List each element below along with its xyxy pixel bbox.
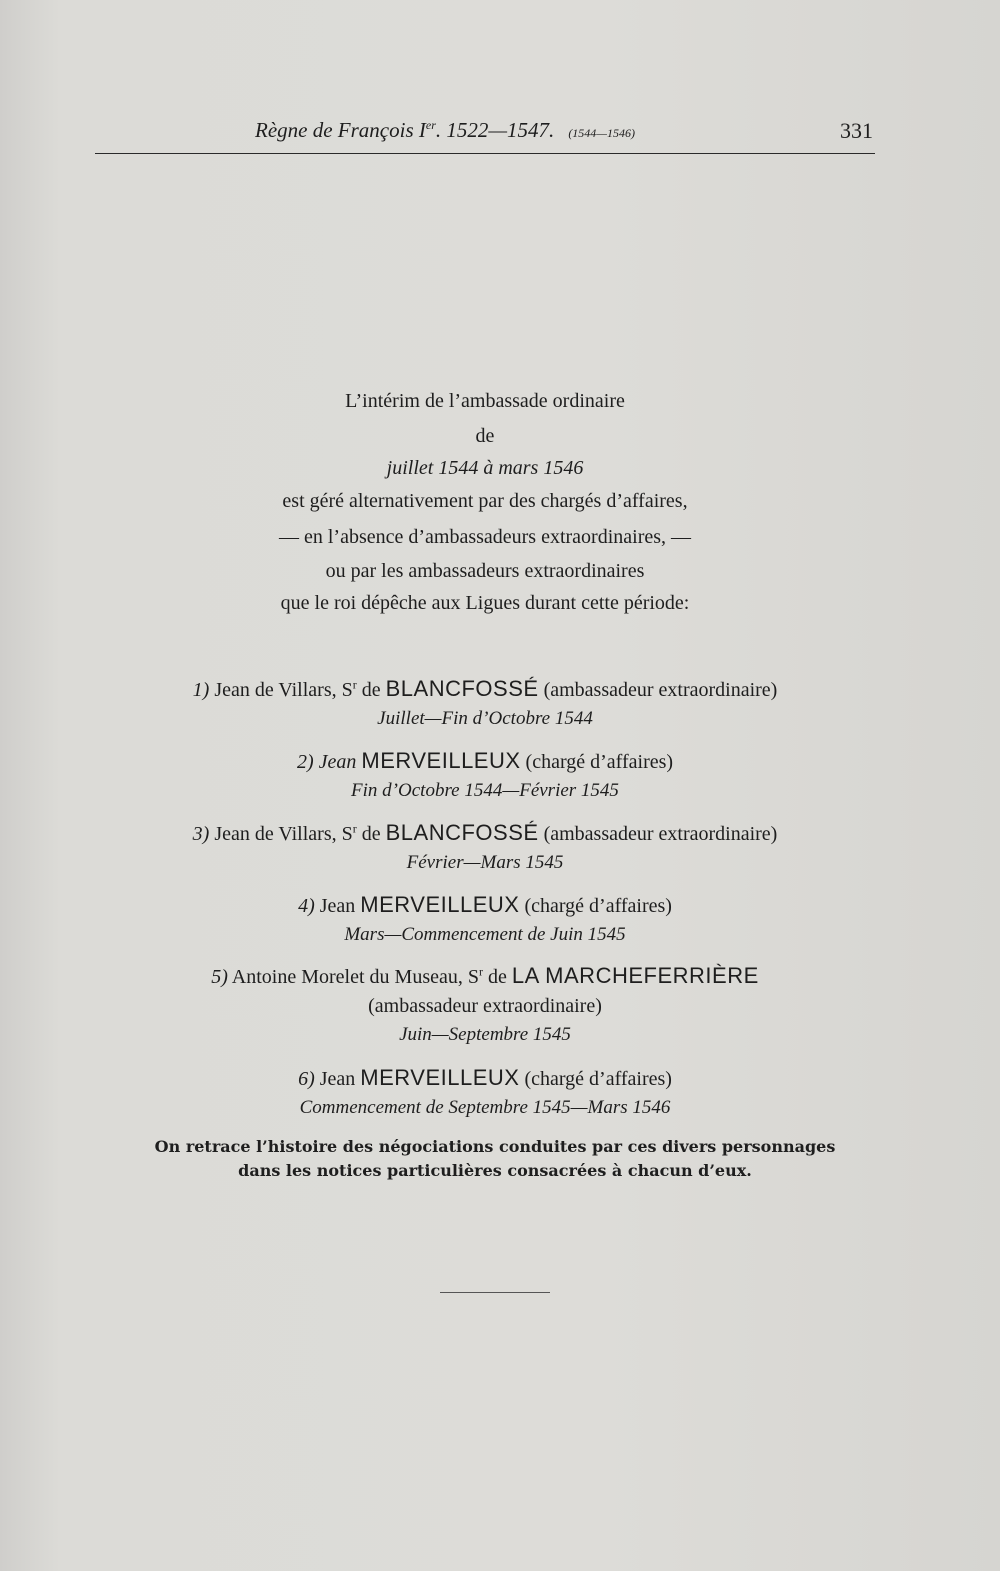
entry-name: LA MARCHEFERRIÈRE (511, 963, 759, 988)
intro-line-4: est géré alternativement par des chargés d’affaires, (282, 490, 688, 512)
entry-number: 2) (296, 751, 314, 773)
intro-line-2: de (475, 425, 495, 447)
entry-number: 5) (211, 966, 228, 988)
entry-role: (chargé d’affaires) (520, 751, 674, 773)
entry-mid: de (356, 679, 386, 701)
intro-line-6: ou par les ambassadeurs extraordinaires (325, 560, 645, 582)
entry-person: Antoine Morelet du Museau, S (231, 966, 479, 988)
intro-line-1: L’intérim de l’ambassade ordinaire (345, 390, 625, 412)
entry-role: (ambassadeur extraordinaire) (538, 679, 778, 701)
list-item (95, 1065, 875, 1119)
entry-person: Jean de Villars, S (214, 823, 353, 845)
entry-period: Commencement de Septembre 1545—Mars 1546 (299, 1097, 671, 1118)
entry-number: 4) (298, 895, 315, 917)
running-title-sup: er (425, 118, 436, 132)
entry-person: Jean (319, 895, 356, 917)
running-title (255, 118, 635, 143)
list-item (95, 963, 875, 1046)
entry-sup: r (478, 964, 483, 979)
entry-name: MERVEILLEUX (360, 892, 520, 917)
intro-line-5: — en l’absence d’ambassadeurs extraordinaires, — (278, 526, 692, 548)
entry-name: MERVEILLEUX (361, 748, 521, 773)
list-item (95, 676, 875, 730)
entry-period: Juin—Septembre 1545 (399, 1024, 571, 1045)
page-number: 331 (840, 118, 873, 143)
closing-note (95, 1135, 895, 1183)
running-title-years: . 1522—1547. (435, 118, 555, 142)
list-item (95, 748, 875, 802)
entry-period: Mars—Commencement de Juin 1545 (344, 924, 626, 945)
entry-name: MERVEILLEUX (360, 1065, 520, 1090)
entry-person: Jean (318, 751, 357, 773)
entry-sup: r (352, 821, 357, 836)
running-title-text: Règne de François I (255, 118, 426, 142)
list-item (95, 820, 875, 874)
entry-number: 3) (192, 823, 210, 845)
closing-note-line-1: On retrace l’histoire des négociations conduites par ces divers personnages (154, 1137, 836, 1156)
entry-role: (chargé d’affaires) (519, 895, 672, 917)
list-item (95, 892, 875, 946)
entry-number: 6) (298, 1068, 315, 1090)
entry-period: Février—Mars 1545 (406, 852, 564, 873)
entry-name: BLANCFOSSÉ (385, 676, 539, 701)
header-rule (95, 153, 875, 154)
entry-mid: de (482, 966, 512, 988)
page-header (95, 118, 875, 158)
intro-line-3: juillet 1544 à mars 1546 (386, 457, 584, 479)
entry-role: (ambassadeur extraordinaire) (368, 995, 602, 1017)
intro-line-7: que le roi dépêche aux Ligues durant cette période: (280, 592, 690, 614)
entry-person: Jean (319, 1068, 356, 1090)
entry-sup: r (352, 677, 357, 692)
entry-number: 1) (192, 679, 210, 701)
running-title-range: (1544—1546) (568, 126, 635, 140)
entry-role: (ambassadeur extraordinaire) (538, 823, 778, 845)
entry-mid: de (356, 823, 386, 845)
footer-short-rule (440, 1292, 550, 1293)
entry-role: (chargé d’affaires) (519, 1068, 672, 1090)
entry-period: Fin d’Octobre 1544—Février 1545 (351, 780, 619, 801)
entry-person: Jean de Villars, S (214, 679, 353, 701)
entry-name: BLANCFOSSÉ (385, 820, 539, 845)
closing-note-line-2: dans les notices particulières consacrées à chacun d’eux. (238, 1161, 752, 1180)
entry-period: Juillet—Fin d’Octobre 1544 (377, 708, 593, 729)
